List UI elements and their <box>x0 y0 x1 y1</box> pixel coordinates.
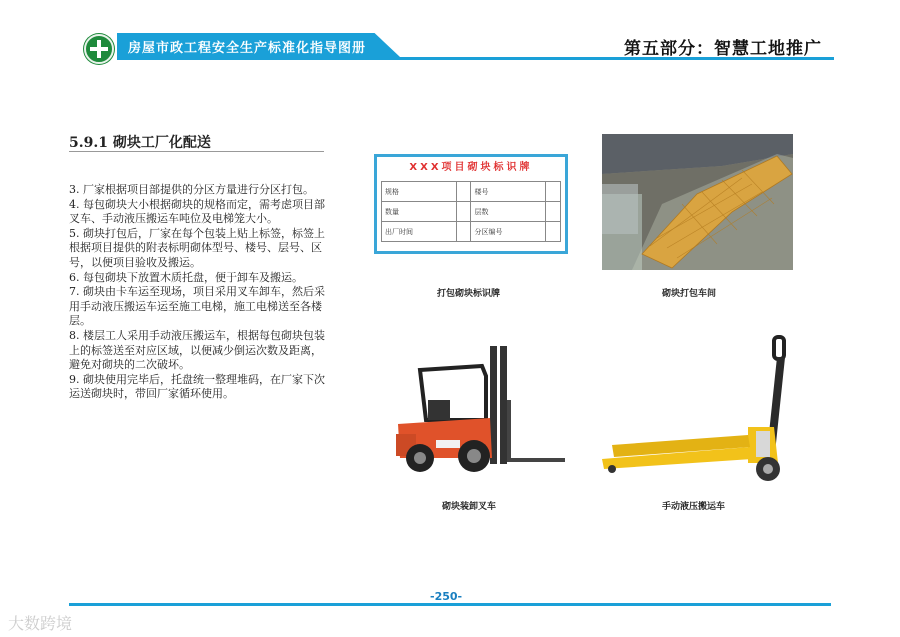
forklift-caption: 砌块装卸叉车 <box>442 502 497 512</box>
list-item: 6. 每包砌块下放置木质托盘，便于卸车及搬运。 <box>69 270 303 284</box>
list-item: 5. 砌块打包后，厂家在每个包装上贴上标签，标签上根据项目提供的附表标明砌体型号、楼号、层号、区号，以便项目验收及搬运。 <box>69 226 325 269</box>
list-item: 8. 楼层工人采用手动液压搬运车，根据每包砌块包装上的标签送至对应区域，以便减少倒运次数及距离，避免对砌块的二次破坏。 <box>69 328 325 372</box>
table-cell <box>546 182 561 202</box>
part-title: 第五部分：智慧工地推广 <box>624 39 822 59</box>
footer-rule <box>69 603 831 606</box>
table-cell: 分区编号 <box>471 222 546 242</box>
workshop-photo <box>602 134 793 270</box>
table-cell: 出厂时间 <box>382 222 457 242</box>
section-title: 5.9.1 砌块工厂化配送 <box>69 135 211 151</box>
table-cell: 楼号 <box>471 182 546 202</box>
table-cell <box>456 202 471 222</box>
workshop-illustration <box>602 134 793 270</box>
forklift-illustration <box>390 340 570 475</box>
watermark: 大数跨境 <box>8 614 73 633</box>
table-cell: 数量 <box>382 202 457 222</box>
workshop-caption: 砌块打包车间 <box>662 289 717 299</box>
forklift-image <box>390 340 570 475</box>
section-rule <box>69 151 324 152</box>
list-item: 9. 砌块使用完毕后，托盘统一整理堆码，在厂家下次运送砌块时，带回厂家循环使用。 <box>69 372 325 401</box>
table-cell: 层数 <box>471 202 546 222</box>
doc-title: 房屋市政工程安全生产标准化指导图册 <box>128 41 367 56</box>
page-number: -250- <box>430 590 463 603</box>
block-label-card <box>374 154 568 254</box>
table-row <box>382 202 561 222</box>
table-row <box>382 182 561 202</box>
pallet-truck-image <box>598 335 798 485</box>
table-cell <box>456 222 471 242</box>
list-item: 4. 每包砌块大小根据砌块的规格而定，需考虑项目部叉车、手动液压搬运车吨位及电梯笼大小。 <box>69 197 325 226</box>
table-row <box>382 222 561 242</box>
label-card-heading: XXX项目砌块标识牌 <box>409 162 533 173</box>
label-card-table <box>381 181 561 242</box>
label-card-caption: 打包砌块标识牌 <box>437 289 501 299</box>
table-cell <box>546 222 561 242</box>
pallet-truck-illustration <box>598 335 798 485</box>
table-cell <box>546 202 561 222</box>
safety-cross-logo-icon <box>84 34 114 64</box>
list-item: 7. 砌块由卡车运至现场，项目采用叉车卸车，然后采用手动液压搬运车运至施工电梯，施工电梯送至各楼层。 <box>69 285 325 328</box>
table-cell <box>456 182 471 202</box>
item-list <box>69 183 329 402</box>
table-cell: 规格 <box>382 182 457 202</box>
pallet-truck-caption: 手动液压搬运车 <box>662 502 726 512</box>
list-item: 3. 厂家根据项目部提供的分区方量进行分区打包。 <box>69 183 314 196</box>
